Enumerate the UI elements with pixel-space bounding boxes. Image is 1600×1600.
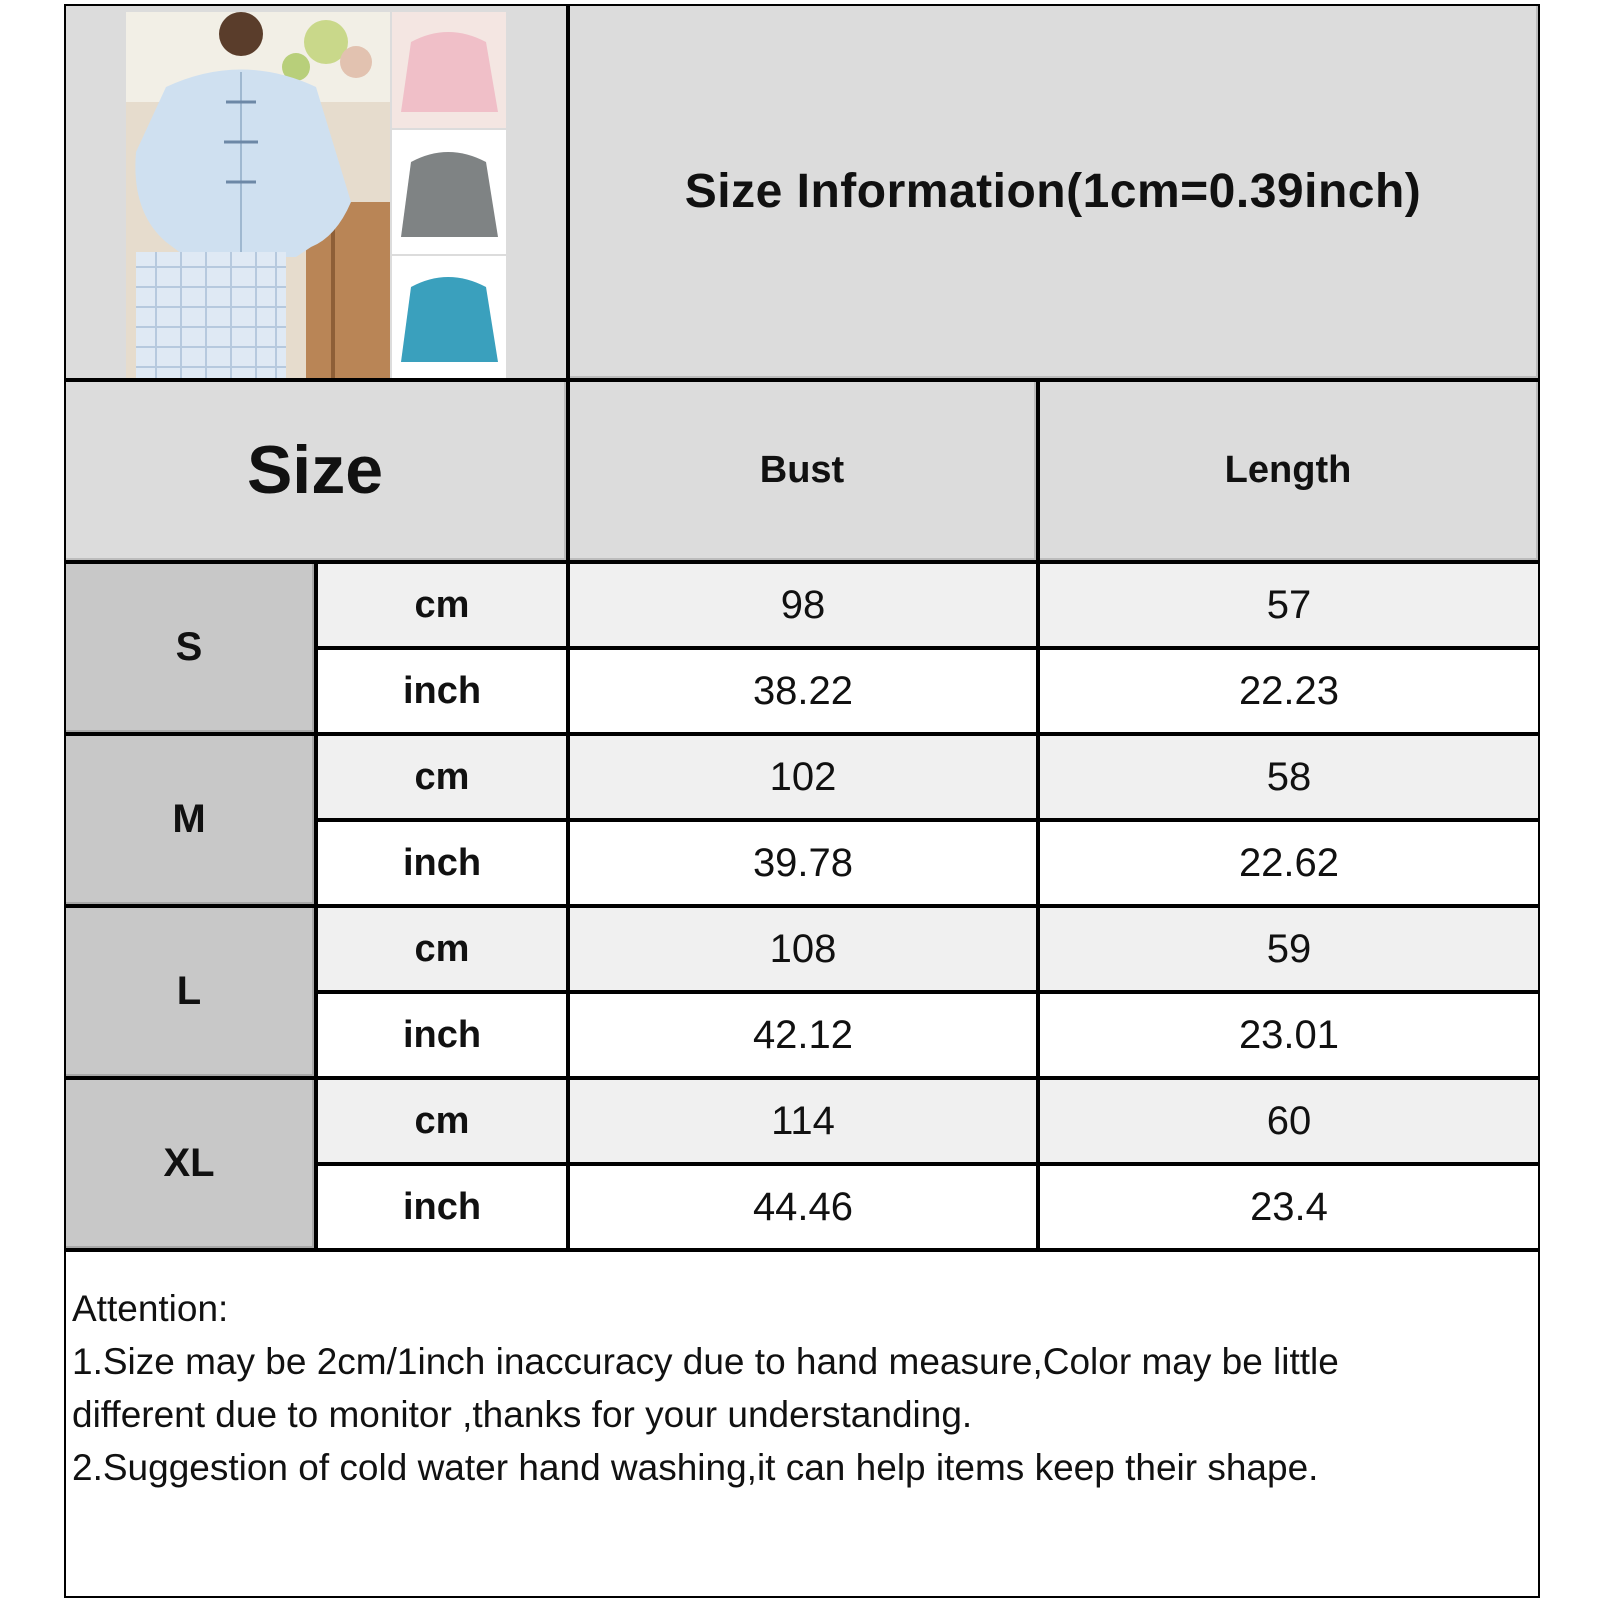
- size-label-xl: [66, 1080, 314, 1248]
- notes-line: different due to monitor ,thanks for your understanding.: [72, 1394, 973, 1435]
- size-column-header: [66, 382, 566, 560]
- grid-line: [314, 560, 318, 1252]
- grid-line: [566, 6, 570, 1252]
- bust-value-cell: [570, 564, 1036, 646]
- size-label-l: [66, 908, 314, 1076]
- bust-value-cell: [570, 822, 1036, 904]
- length-value-cell: [1040, 650, 1538, 732]
- length-column-header: [1040, 382, 1538, 560]
- bust-value-cell: [570, 1080, 1036, 1162]
- length-value-cell: [1040, 994, 1538, 1076]
- length-value-cell: [1040, 1080, 1538, 1162]
- size-header-label: Size: [246, 432, 384, 508]
- length-header-label: Length: [1224, 448, 1352, 491]
- unit-cell: [318, 736, 566, 818]
- bust-value: 42.12: [752, 1012, 854, 1057]
- unit-cell: [318, 650, 566, 732]
- unit-label: cm: [414, 927, 470, 970]
- grid-line: [66, 378, 1538, 382]
- unit-label: inch: [402, 1185, 482, 1228]
- grid-line: [318, 990, 1538, 994]
- unit-label: cm: [414, 1099, 470, 1142]
- attention-notes: [72, 1282, 1532, 1494]
- grid-line: [1036, 378, 1040, 1252]
- bust-value: 102: [769, 754, 837, 799]
- notes-line: 1.Size may be 2cm/1inch inaccuracy due to hand measure,Color may be little: [72, 1341, 1339, 1382]
- bust-value: 39.78: [752, 840, 854, 885]
- unit-cell: [318, 822, 566, 904]
- size-label-text: XL: [163, 1140, 215, 1185]
- unit-label: inch: [402, 841, 482, 884]
- length-value-cell: [1040, 822, 1538, 904]
- grid-line: [66, 904, 1538, 908]
- size-information-title-cell: [570, 6, 1538, 378]
- bust-header-label: Bust: [759, 448, 845, 491]
- grid-line: [318, 646, 1538, 650]
- grid-line: [66, 1248, 1538, 1252]
- bust-value: 108: [769, 926, 837, 971]
- size-label-text: M: [172, 796, 206, 841]
- grid-line: [66, 560, 1538, 564]
- size-label-m: [66, 736, 314, 904]
- unit-label: inch: [402, 669, 482, 712]
- product-photo-cell: [66, 6, 566, 378]
- unit-cell: [318, 994, 566, 1076]
- unit-label: inch: [402, 1013, 482, 1056]
- length-value: 22.62: [1238, 840, 1340, 885]
- length-value: 57: [1266, 582, 1312, 627]
- size-label-s: [66, 564, 314, 732]
- length-value: 58: [1266, 754, 1312, 799]
- size-chart: [64, 4, 1540, 1598]
- length-value-cell: [1040, 736, 1538, 818]
- length-value-cell: [1040, 1166, 1538, 1248]
- unit-cell: [318, 908, 566, 990]
- length-value: 60: [1266, 1098, 1312, 1143]
- unit-label: cm: [414, 583, 470, 626]
- unit-cell: [318, 564, 566, 646]
- bust-value-cell: [570, 994, 1036, 1076]
- size-label-text: L: [176, 968, 202, 1013]
- unit-label: cm: [414, 755, 470, 798]
- bust-column-header: [570, 382, 1036, 560]
- product-photo-collage: [126, 12, 506, 378]
- bust-value: 38.22: [752, 668, 854, 713]
- page-title: Size Information(1cm=0.39inch): [684, 164, 1422, 218]
- length-value-cell: [1040, 564, 1538, 646]
- size-label-text: S: [175, 624, 203, 669]
- unit-cell: [318, 1080, 566, 1162]
- bust-value-cell: [570, 1166, 1036, 1248]
- length-value: 23.01: [1238, 1012, 1340, 1057]
- unit-cell: [318, 1166, 566, 1248]
- bust-value-cell: [570, 650, 1036, 732]
- bust-value: 114: [771, 1098, 835, 1143]
- length-value: 59: [1266, 926, 1312, 971]
- bust-value: 98: [780, 582, 826, 627]
- grid-line: [318, 1162, 1538, 1166]
- grid-line: [66, 1076, 1538, 1080]
- bust-value-cell: [570, 908, 1036, 990]
- bust-value-cell: [570, 736, 1036, 818]
- length-value: 22.23: [1238, 668, 1340, 713]
- notes-line: 2.Suggestion of cold water hand washing,it can help items keep their shape.: [72, 1447, 1319, 1488]
- grid-line: [66, 732, 1538, 736]
- length-value: 23.4: [1250, 1184, 1328, 1229]
- length-value-cell: [1040, 908, 1538, 990]
- grid-line: [318, 818, 1538, 822]
- notes-heading: Attention:: [72, 1288, 229, 1329]
- bust-value: 44.46: [752, 1184, 854, 1229]
